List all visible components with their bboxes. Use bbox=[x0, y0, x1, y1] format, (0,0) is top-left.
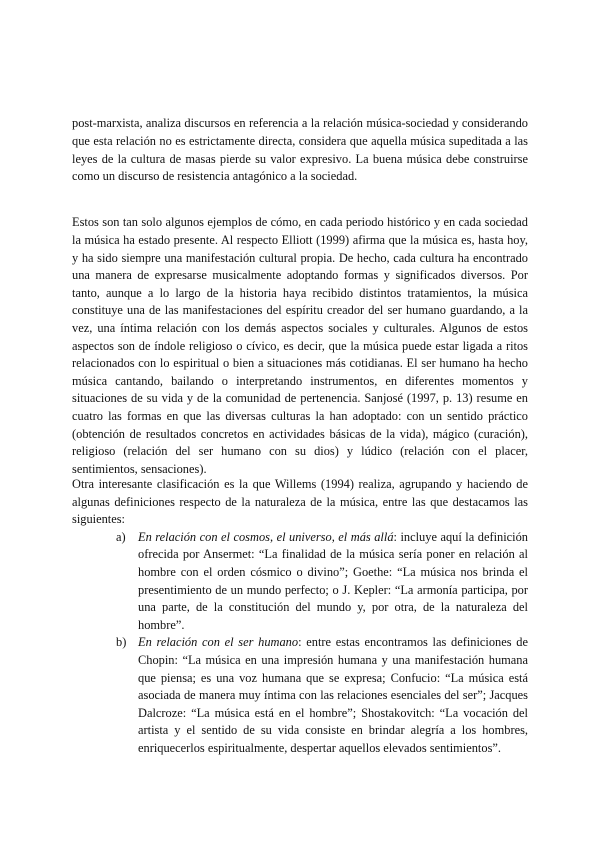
list-item-text: incluye aquí la definición ofrecida por Ansermet: “La finalidad de la música sería poner en relación al hombre con el orden cósmico o divino”; Goethe: “La música nos brinda el presentimiento de un mundo perfecto; o J. Kepler: “La armonía participa, por una parte, de la constitución del mundo y, por otra, de la naturaleza del hombre”. bbox=[138, 529, 528, 632]
list-marker: a) bbox=[116, 529, 126, 544]
paragraph-willems: Otra interesante clasificación es la que Willems (1994) realiza, agrupando y haciendo de algunas definiciones respecto de la naturaleza de la música, entre las que destacamos las siguientes: bbox=[72, 477, 528, 527]
willems-section bbox=[72, 476, 528, 758]
list-item-cosmos bbox=[72, 529, 528, 635]
list-item-separator: : bbox=[393, 529, 397, 544]
paragraph-elliott: Estos son tan solo algunos ejemplos de cómo, en cada periodo histórico y en cada sociedad la música ha estado presente. Al respecto Elliott (1999) afirma que la música es, hasta hoy, y ha sido siempre una manifestación cultural propia. De hecho, cada cultura ha encontrado una manera de expresarse musicalmente adoptando formas y significados diversos. Por tanto, aunque a lo largo de la historia haya recibido distintos tratamientos, la música constituye una de las manifestaciones del espíritu creador del ser humano guardando, a la vez, una íntima relación con los demás aspectos sociales y culturales. Algunos de estos aspectos son de índole religioso o cívico, es decir, que la música puede estar ligada a ritos relacionados con lo espiritual o bien a situaciones más cotidianas. El ser humano ha hecho música cantando, bailando o interpretando instrumentos, en diferentes momentos y situaciones de su vida y de la comunidad de pertenencia. Sanjosé (1997, p. 13) resume en cuatro las formas en que las diversas culturas la han adoptado: con un sentido práctico (obtención de resultados concretos en actividades básicas de la vida), mágico (curación), religioso (relación del ser humano con su dios) y lúdico (relación con el placer, sentimientos, sensaciones). bbox=[72, 215, 528, 476]
list-item-separator: : bbox=[298, 635, 302, 650]
list-marker: b) bbox=[116, 635, 127, 650]
list-item-heading: En relación con el cosmos, el universo, el más allá bbox=[138, 529, 394, 544]
definitions-list bbox=[72, 529, 528, 758]
paragraph-intro: post-marxista, analiza discursos en referencia a la relación música-sociedad y considerando que esta relación no es estrictamente directa, considera que aquella música supeditada a las leyes de la cultura de masas pierde su valor expresivo. La buena música debe construirse como un discurso de resistencia antagónico a la sociedad. bbox=[72, 116, 528, 184]
list-item-human bbox=[72, 634, 528, 757]
list-item-text: entre estas encontramos las definiciones de Chopin: “La música en una impresión humana y una manifestación humana que piensa; es una voz humana que se expresa; Confucio: “La música está asociada de manera muy íntima con las relaciones esenciales del ser”; Jacques Dalcroze: “La música está en el hombre”; Shostakovitch: “La vocación del artista y el sentido de su vida consiste en brindar alegría a los hombres, enriquecerlos espiritualmente, despertar aquellos elevados sentimientos”. bbox=[138, 635, 528, 755]
list-item-heading: En relación con el ser humano bbox=[138, 635, 299, 650]
